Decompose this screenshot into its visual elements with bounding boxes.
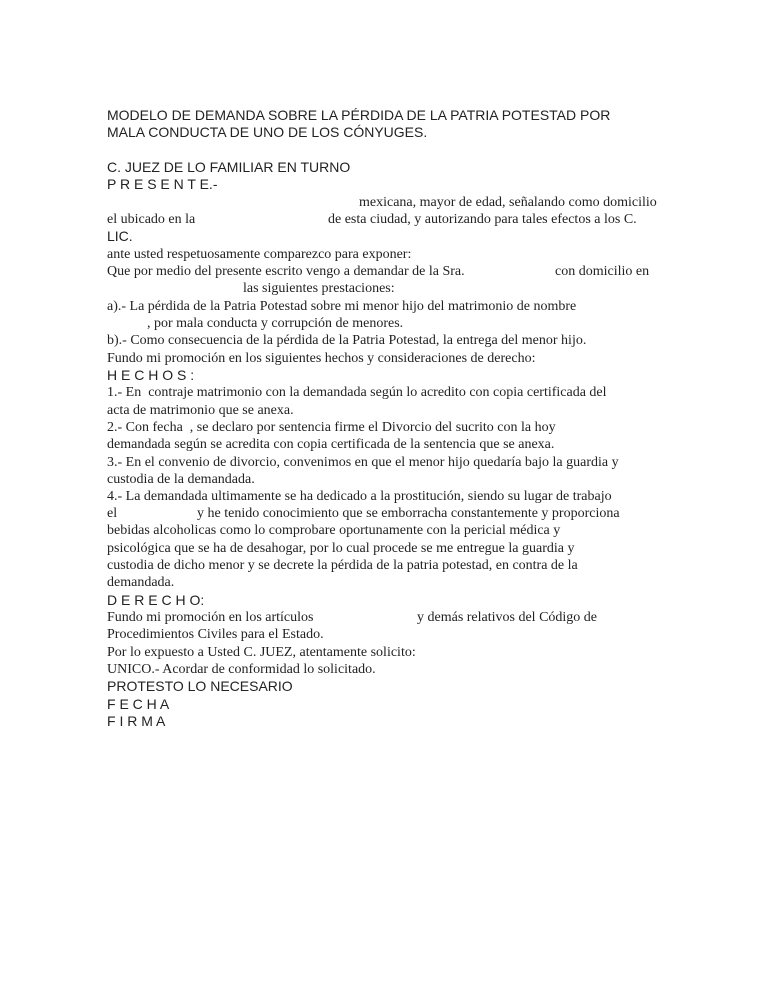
derecho-heading: D E R E C H O: (107, 592, 205, 608)
fact-1-line-2: acta de matrimonio que se anexa. (107, 403, 294, 418)
addressee: C. JUEZ DE LO FAMILIAR EN TURNO (107, 159, 351, 175)
fact-4-line-1: 4.- La demandada ultimamente se ha dedicado a la prostitución, siendo su lugar de trabajo (107, 489, 612, 504)
presente-line: P R E S E N T E.- (107, 176, 218, 192)
document-title-line-1: MODELO DE DEMANDA SOBRE LA PÉRDIDA DE LA PATRIA POTESTAD POR (107, 107, 611, 123)
demand-line-2: las siguientes prestaciones: (243, 281, 395, 296)
intro-line-2a: el ubicado en la (107, 212, 196, 227)
demand-line-1a: Que por medio del presente escrito vengo a demandar de la Sra. (107, 264, 465, 279)
fact-4-line-4: psicológica que se ha de desahogar, por lo cual procede se me entregue la guardia y (107, 541, 575, 556)
fact-4-line-2a: el (107, 506, 118, 521)
protesto-line: PROTESTO LO NECESARIO (107, 678, 293, 694)
grounds-line: Fundo mi promoción en los siguientes hechos y consideraciones de derecho: (107, 351, 536, 366)
fecha-line: F E C H A (107, 696, 170, 712)
fact-3-line-1: 3.- En el convenio de divorcio, convenimos en que el menor hijo quedaría bajo la guardia y (107, 455, 619, 470)
demand-line-1b: con domicilio en (555, 264, 650, 279)
fact-4-line-6: demandada. (107, 575, 175, 590)
claim-a-line-1: a).- La pérdida de la Patria Potestad sobre mi menor hijo del matrimonio de nombre (107, 299, 577, 314)
claim-b: b).- Como consecuencia de la pérdida de la Patria Potestad, la entrega del menor hijo. (107, 333, 587, 348)
document-title-line-2: MALA CONDUCTA DE UNO DE LOS CÓNYUGES. (107, 124, 428, 140)
claim-a-line-2: , por mala conducta y corrupción de menores. (147, 316, 404, 331)
law-line-2: Procedimientos Civiles para el Estado. (107, 627, 324, 642)
fact-2-line-1: 2.- Con fecha , se declaro por sentencia firme el Divorcio del sucrito con la hoy (107, 420, 556, 435)
fact-4-line-3: bebidas alcoholicas como lo comprobare oportunamente con la pericial médica y (107, 523, 561, 538)
intro-line-3: LIC. (107, 228, 133, 244)
fact-4-line-2b: y he tenido conocimiento que se emborracha constantemente y proporciona (197, 506, 620, 521)
firma-line: F I R M A (107, 713, 166, 729)
fact-1-line-1: 1.- En contraje matrimonio con la demandada según lo acredito con copia certificada del (107, 385, 607, 400)
closing-line-2: UNICO.- Acordar de conformidad lo solicitado. (107, 662, 376, 677)
intro-line-1: mexicana, mayor de edad, señalando como domicilio (359, 195, 657, 210)
fact-3-line-2: custodia de la demandada. (107, 472, 255, 487)
intro-line-4: ante usted respetuosamente comparezco para exponer: (107, 247, 412, 262)
hechos-heading: H E C H O S : (107, 367, 195, 383)
law-line-1b: y demás relativos del Código de (417, 610, 598, 625)
closing-line-1: Por lo expuesto a Usted C. JUEZ, atentamente solicito: (107, 645, 416, 660)
fact-4-line-5: custodia de dicho menor y se decrete la pérdida de la patria potestad, en contra de la (107, 558, 578, 573)
law-line-1a: Fundo mi promoción en los artículos (107, 610, 314, 625)
intro-line-2b: de esta ciudad, y autorizando para tales efectos a los C. (328, 212, 637, 227)
fact-2-line-2: demandada según se acredita con copia certificada de la sentencia que se anexa. (107, 437, 555, 452)
